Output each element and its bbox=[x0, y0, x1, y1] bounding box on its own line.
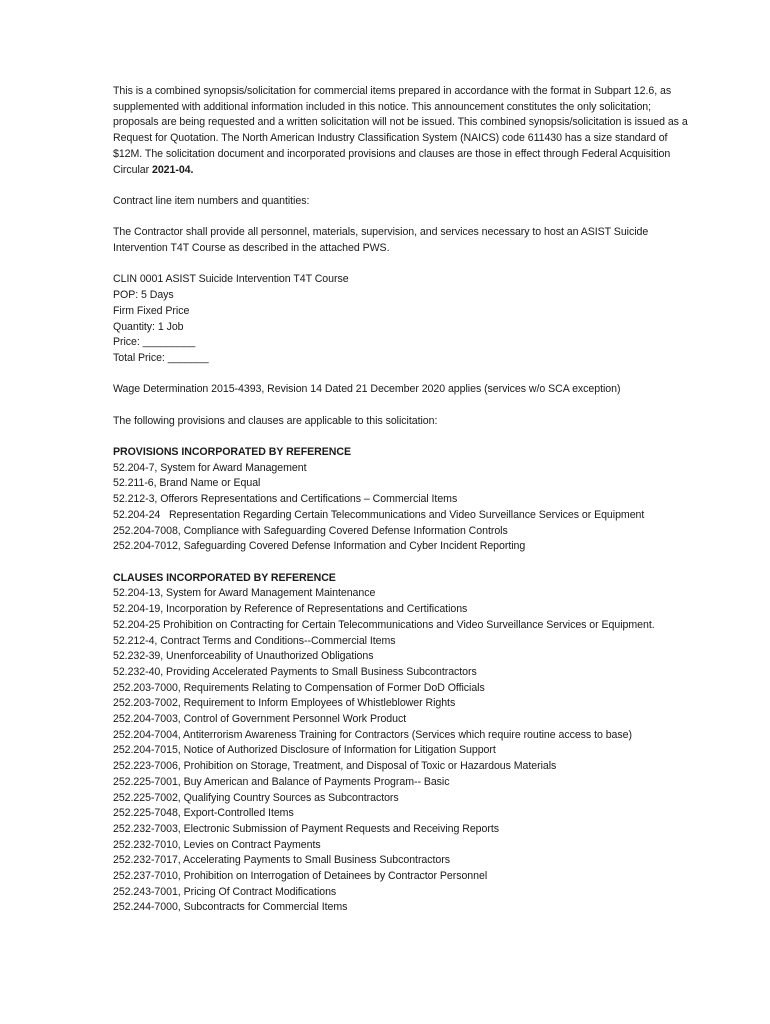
clin-quantity: Quantity: 1 Job bbox=[113, 320, 184, 333]
clause-item: 252.203-7000, Requirements Relating to Compensation of Former DoD Officials bbox=[113, 681, 485, 694]
clause-item: 252.204-7004, Antiterrorism Awareness Training for Contractors (Services which require routine access to base) bbox=[113, 728, 632, 741]
provisions-heading: PROVISIONS INCORPORATED BY REFERENCE bbox=[113, 446, 351, 459]
clin-heading: Contract line item numbers and quantities: bbox=[113, 194, 310, 207]
provision-item: 252.204-7008, Compliance with Safeguarding Covered Defense Information Controls bbox=[113, 524, 508, 537]
applicable-statement: The following provisions and clauses are applicable to this solicitation: bbox=[113, 414, 438, 427]
clause-item: 52.204-19, Incorporation by Reference of Representations and Certifications bbox=[113, 603, 468, 616]
clause-item: 52.232-40, Providing Accelerated Payments to Small Business Subcontractors bbox=[113, 665, 477, 678]
clause-item: 252.223-7006, Prohibition on Storage, Treatment, and Disposal of Toxic or Hazardous Materials bbox=[113, 760, 557, 773]
clause-item: 52.232-39, Unenforceability of Unauthorized Obligations bbox=[113, 650, 374, 663]
clause-item: 252.232-7010, Levies on Contract Payments bbox=[113, 838, 321, 851]
clause-item: 252.244-7000, Subcontracts for Commercial Items bbox=[113, 901, 348, 914]
clause-item: 252.225-7001, Buy American and Balance of Payments Program-- Basic bbox=[113, 775, 450, 788]
clause-item: 252.203-7002, Requirement to Inform Employees of Whistleblower Rights bbox=[113, 697, 456, 710]
clause-item: 252.204-7015, Notice of Authorized Disclosure of Information for Litigation Support bbox=[113, 744, 496, 757]
clause-item: 252.225-7048, Export-Controlled Items bbox=[113, 807, 294, 820]
clause-item: 52.204-13, System for Award Management Maintenance bbox=[113, 587, 376, 600]
provision-item: 52.211-6, Brand Name or Equal bbox=[113, 477, 261, 490]
clause-item: 252.232-7017, Accelerating Payments to Small Business Subcontractors bbox=[113, 854, 450, 867]
clin-block bbox=[113, 272, 693, 366]
provisions-section bbox=[113, 445, 693, 555]
clause-item: 252.243-7001, Pricing Of Contract Modifications bbox=[113, 885, 337, 898]
clauses-heading: CLAUSES INCORPORATED BY REFERENCE bbox=[113, 571, 336, 584]
clauses-section bbox=[113, 571, 693, 916]
clause-item: 52.204-25 Prohibition on Contracting for Certain Telecommunications and Video Surveillance Services or Equipment. bbox=[113, 618, 655, 631]
clause-item: 52.212-4, Contract Terms and Conditions--Commercial Items bbox=[113, 634, 396, 647]
provision-item: 52.204-24 Representation Regarding Certain Telecommunications and Video Surveillance Services or Equipment bbox=[113, 508, 645, 521]
clause-item: 252.204-7003, Control of Government Personnel Work Product bbox=[113, 713, 407, 726]
clin-pop: POP: 5 Days bbox=[113, 289, 174, 302]
intro-paragraph bbox=[113, 84, 693, 178]
provision-item: 252.204-7012, Safeguarding Covered Defense Information and Cyber Incident Reporting bbox=[113, 540, 526, 553]
clause-item: 252.232-7003, Electronic Submission of Payment Requests and Receiving Reports bbox=[113, 822, 499, 835]
provision-item: 52.212-3, Offerors Representations and Certifications – Commercial Items bbox=[113, 493, 458, 506]
scope-paragraph: The Contractor shall provide all personnel, materials, supervision, and services necessary to host an ASIST Suicide Intervention T4T Course as described in the attached PWS. bbox=[113, 226, 649, 254]
intro-text: This is a combined synopsis/solicitation for commercial items prepared in accordance with the format in Subpart 12.6, as supplemented with additional information included in this notice. This announcement constitutes the only solicitation; proposals are being requested and a written solicitation will not be issued. This combined synopsis/solicitation is issued as a Request for Quotation. The North American Industry Classification System (NAICS) code 611430 has a size standard of $12M. The solicitation document and incorporated provisions and clauses are those in effect through Federal Acquisition Circular bbox=[113, 85, 688, 176]
clin-type: Firm Fixed Price bbox=[113, 304, 190, 317]
provision-item: 52.204-7, System for Award Management bbox=[113, 461, 307, 474]
clause-item: 252.225-7002, Qualifying Country Sources as Subcontractors bbox=[113, 791, 399, 804]
clin-price: Price: _________ bbox=[113, 336, 196, 349]
wage-determination: Wage Determination 2015-4393, Revision 14 Dated 21 December 2020 applies (services w/o SCA exception) bbox=[113, 383, 621, 396]
fac-number: 2021-04. bbox=[152, 163, 194, 176]
clause-item: 252.237-7010, Prohibition on Interrogation of Detainees by Contractor Personnel bbox=[113, 870, 488, 883]
clin-title: CLIN 0001 ASIST Suicide Intervention T4T Course bbox=[113, 273, 349, 286]
document-page bbox=[113, 84, 693, 932]
clin-total-price: Total Price: _______ bbox=[113, 351, 209, 364]
